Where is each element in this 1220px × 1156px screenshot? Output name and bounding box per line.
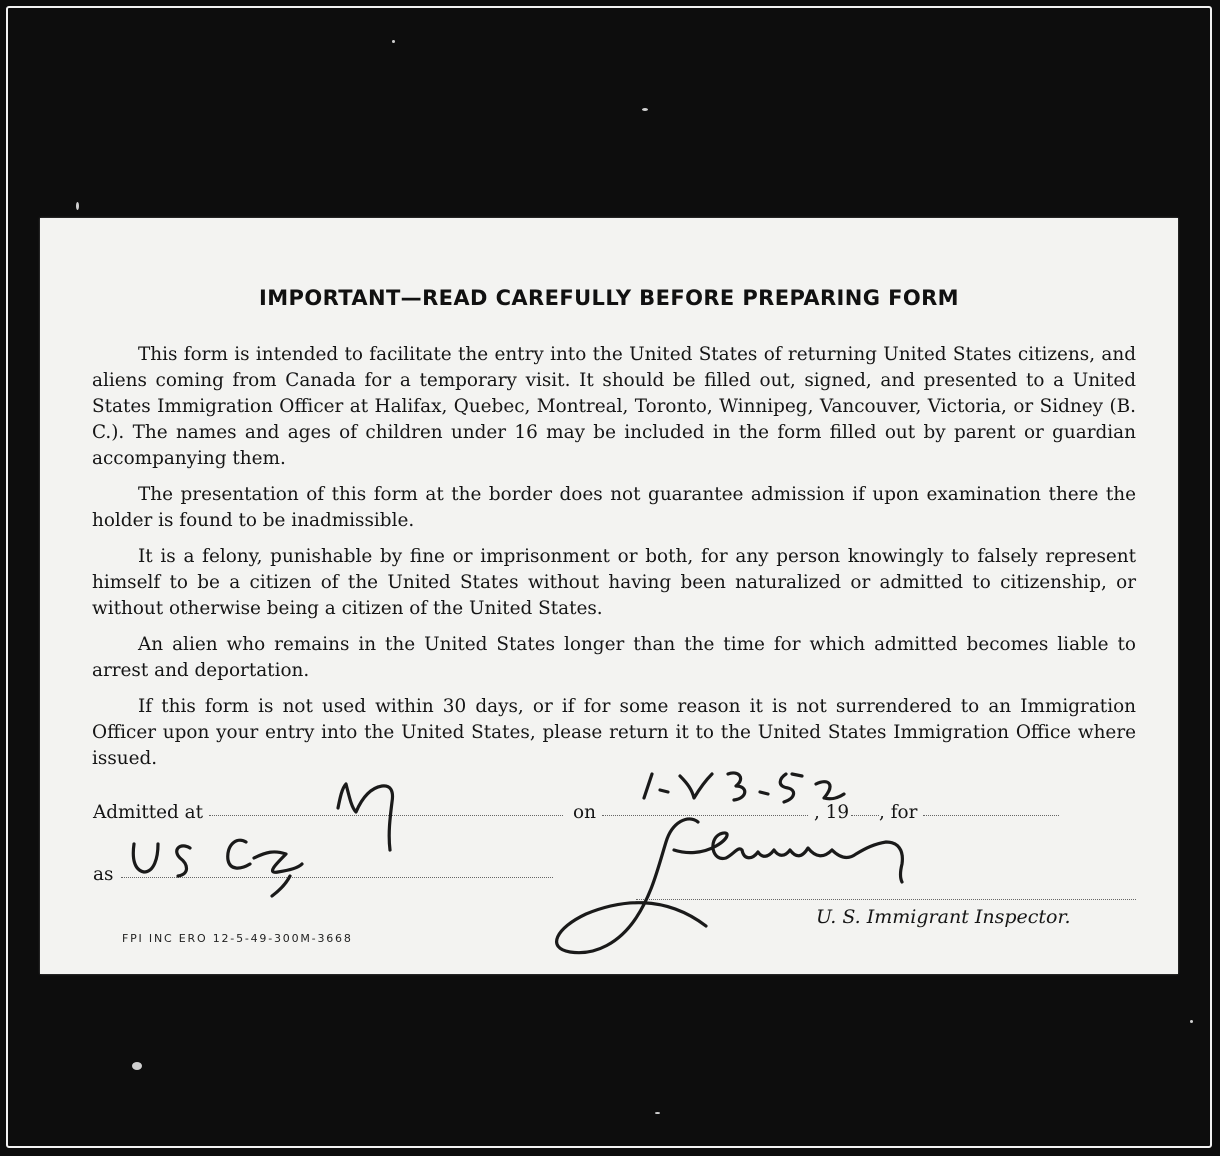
dust-speck: [132, 1062, 142, 1070]
immigration-form-card: [40, 218, 1178, 974]
handwritten-admitted-at: [338, 784, 393, 850]
inspector-title: U. S. Immigrant Inspector.: [816, 906, 1071, 928]
printer-code: FPI INC ERO 12-5-49-300M-3668: [122, 932, 353, 945]
admitted-at-label: Admitted at: [93, 802, 204, 823]
for-label: , for: [879, 802, 918, 823]
handwritten-as: [133, 840, 302, 896]
handwritten-date: [644, 773, 844, 802]
on-label: on: [573, 802, 596, 823]
paragraph-felony: It is a felony, punishable by fine or imprisonment or both, for any person knowingly to falsely represent himself to be a citizen of the United States without having been naturalized or admitted to citizenship, or without otherwise being a citizen of the United States.: [92, 546, 1136, 619]
paragraph-deportation: An alien who remains in the United States longer than the time for which admitted becomes liable to arrest and deportation.: [92, 634, 1136, 681]
form-title: IMPORTANT—READ CAREFULLY BEFORE PREPARING FORM: [259, 286, 959, 310]
paragraph-purpose: This form is intended to facilitate the entry into the United States of returning United States citizens, and aliens coming from Canada for a temporary visit. It should be filled out, signed, and presented to a United States Immigration Officer at Halifax, Quebec, Montreal, Toronto, Winnipeg, Vancouver, Victoria, or Sidney (B. C.). The names and ages of children under 16 may be included in the form filled out by parent or guardian accompanying them.: [92, 344, 1136, 469]
dust-speck: [1190, 1020, 1193, 1023]
dust-speck: [655, 1112, 660, 1114]
dust-speck: [392, 40, 395, 43]
dust-speck: [642, 108, 648, 111]
as-label: as: [93, 864, 114, 885]
paragraph-admission: The presentation of this form at the border does not guarantee admission if upon examination there the holder is found to be inadmissible.: [92, 484, 1136, 531]
signature-mark: [557, 819, 903, 953]
dust-speck: [76, 202, 79, 210]
handwriting-layer: [40, 218, 1178, 974]
year-label: , 19: [813, 802, 850, 823]
paragraph-return: If this form is not used within 30 days, or if for some reason it is not surrendered to an Immigration Officer upon your entry into the United States, please return it to the United States Immigration Office where issued.: [92, 696, 1136, 769]
